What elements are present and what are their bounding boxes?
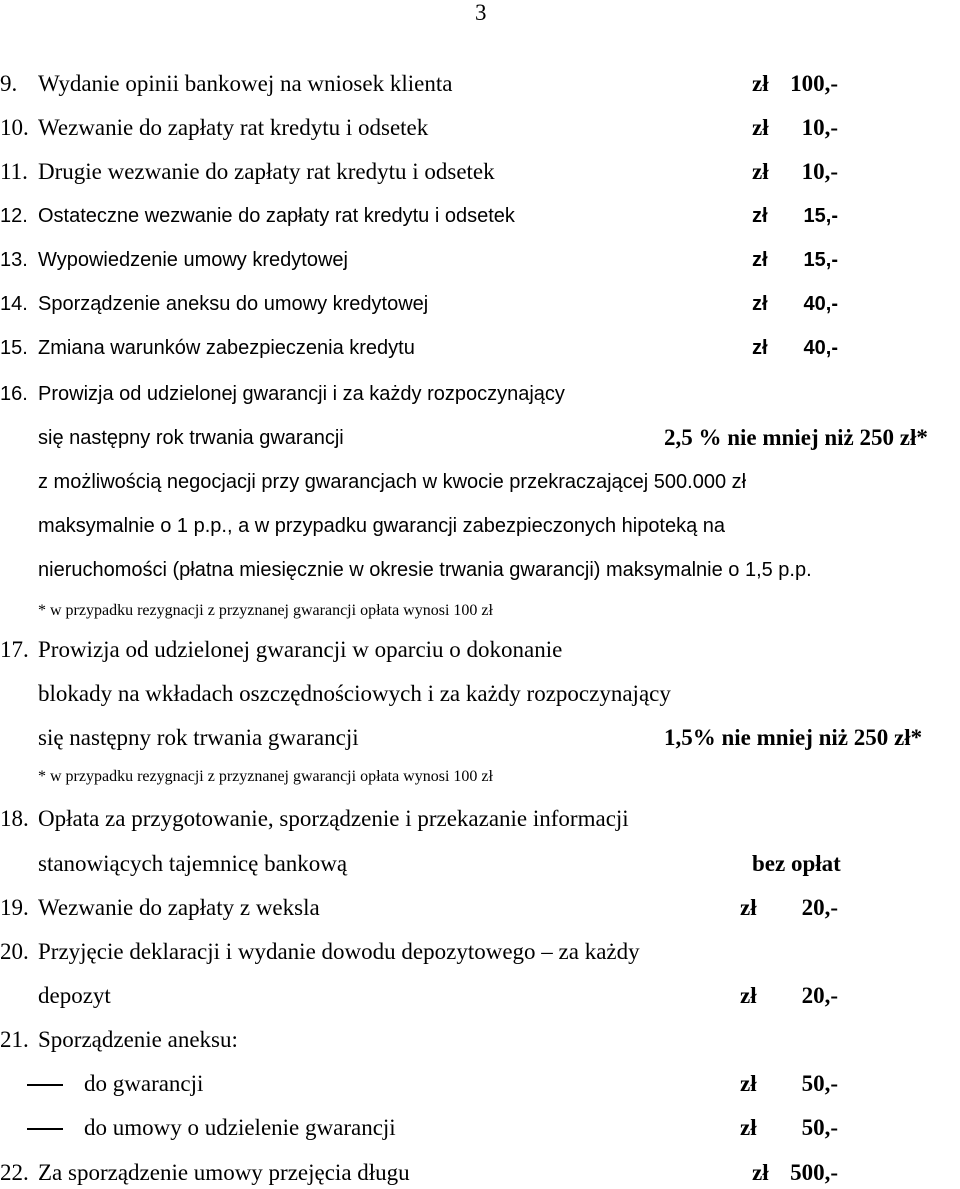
item-amount: 10,- xyxy=(801,115,838,140)
item-text-line1: Przyjęcie deklaracji i wydanie dowodu depozytowego – za każdy xyxy=(38,939,640,964)
item-amount: 10,- xyxy=(801,159,838,184)
item-text: Ostateczne wezwanie do zapłaty rat kredytu i odsetek xyxy=(38,205,515,227)
item-text-line1: Prowizja od udzielonej gwarancji w oparciu o dokonanie xyxy=(38,637,563,662)
currency-label: zł xyxy=(740,895,757,920)
sub-item-text: do gwarancji xyxy=(84,1071,204,1096)
currency-label: zł xyxy=(752,159,769,184)
item-text: Wydanie opinii bankowej na wniosek klienta xyxy=(38,71,453,96)
item-amount: 15,- xyxy=(803,205,838,227)
item-amount: 50,- xyxy=(801,1071,838,1096)
item-text: Sporządzenie aneksu do umowy kredytowej xyxy=(38,293,429,315)
footnote: * w przypadku rezygnacji z przyznanej gwarancji opłata wynosi 100 zł xyxy=(38,602,493,619)
item-fee: bez opłat xyxy=(752,851,841,876)
currency-label: zł xyxy=(752,1160,769,1185)
item-number: 16. xyxy=(0,383,28,405)
item-text-line2: się następny rok trwania gwarancji xyxy=(38,427,344,449)
currency-label: zł xyxy=(752,71,769,96)
item-number: 15. xyxy=(0,337,28,359)
currency-label: zł xyxy=(740,1071,757,1096)
item-text-line1: Prowizja od udzielonej gwarancji i za każdy rozpoczynający xyxy=(38,383,565,405)
item-text-line2: blokady na wkładach oszczędnościowych i za każdy rozpoczynający xyxy=(38,681,671,706)
item-amount: 100,- xyxy=(790,71,838,96)
currency-label: zł xyxy=(752,293,768,315)
item-number: 9. xyxy=(0,71,18,96)
item-text-line2: depozyt xyxy=(38,983,111,1008)
item-text: Wypowiedzenie umowy kredytowej xyxy=(38,249,348,271)
currency-label: zł xyxy=(752,337,768,359)
currency-label: zł xyxy=(740,1115,757,1140)
currency-label: zł xyxy=(740,983,757,1008)
item-amount: 40,- xyxy=(803,293,838,315)
item-number: 11. xyxy=(0,159,28,184)
currency-label: zł xyxy=(752,115,769,140)
item-amount: 40,- xyxy=(803,337,838,359)
item-number: 20. xyxy=(0,939,29,964)
item-number: 19. xyxy=(0,895,29,920)
item-text: Sporządzenie aneksu: xyxy=(38,1027,238,1052)
item-amount: 500,- xyxy=(790,1160,838,1185)
page-number: 3 xyxy=(475,0,487,25)
item-fee: 2,5 % nie mniej niż 250 zł* xyxy=(664,425,928,450)
item-amount: 50,- xyxy=(801,1115,838,1140)
item-amount: 15,- xyxy=(803,249,838,271)
item-number: 22. xyxy=(0,1160,29,1185)
currency-label: zł xyxy=(752,205,768,227)
item-number: 14. xyxy=(0,293,28,315)
item-number: 18. xyxy=(0,806,29,831)
currency-label: zł xyxy=(752,249,768,271)
item-text-line4: maksymalnie o 1 p.p., a w przypadku gwarancji zabezpieczonych hipoteką na xyxy=(38,515,726,537)
item-text: Drugie wezwanie do zapłaty rat kredytu i odsetek xyxy=(38,159,495,184)
item-text: Za sporządzenie umowy przejęcia długu xyxy=(38,1160,410,1185)
item-text-line2: stanowiących tajemnicę bankową xyxy=(38,851,348,876)
sub-item-text: do umowy o udzielenie gwarancji xyxy=(84,1115,396,1140)
dash-bullet xyxy=(27,1084,63,1086)
item-number: 21. xyxy=(0,1027,29,1052)
item-text-line3: się następny rok trwania gwarancji xyxy=(38,725,359,750)
item-text-line1: Opłata za przygotowanie, sporządzenie i przekazanie informacji xyxy=(38,806,629,831)
item-text: Wezwanie do zapłaty rat kredytu i odsetek xyxy=(38,115,429,140)
item-number: 12. xyxy=(0,205,28,227)
item-fee: 1,5% nie mniej niż 250 zł* xyxy=(664,725,923,750)
item-number: 10. xyxy=(0,115,29,140)
item-amount: 20,- xyxy=(801,983,838,1008)
dash-bullet xyxy=(27,1128,63,1130)
item-number: 13. xyxy=(0,249,28,271)
item-text-line3: z możliwością negocjacji przy gwarancjach w kwocie przekraczającej 500.000 zł xyxy=(38,471,747,493)
item-text: Wezwanie do zapłaty z weksla xyxy=(38,895,320,920)
item-text-line5: nieruchomości (płatna miesięcznie w okresie trwania gwarancji) maksymalnie o 1,5 p.p. xyxy=(38,559,812,581)
item-number: 17. xyxy=(0,637,29,662)
item-amount: 20,- xyxy=(801,895,838,920)
item-text: Zmiana warunków zabezpieczenia kredytu xyxy=(38,337,415,359)
footnote: * w przypadku rezygnacji z przyznanej gwarancji opłata wynosi 100 zł xyxy=(38,768,493,785)
